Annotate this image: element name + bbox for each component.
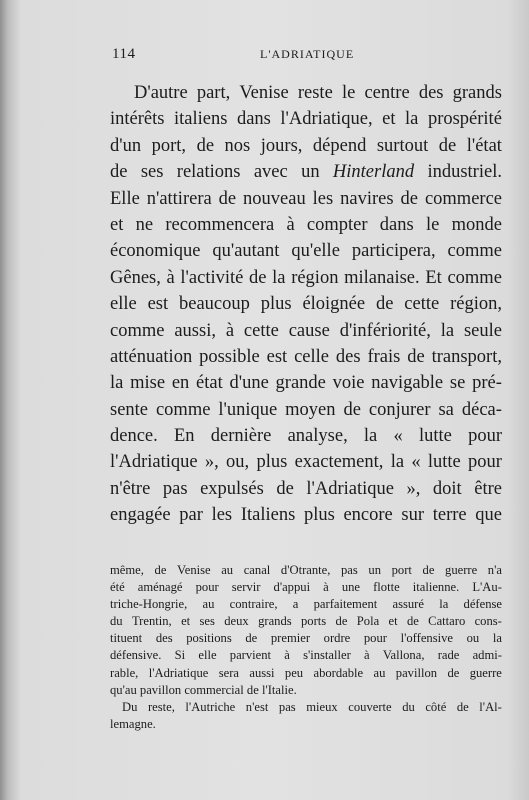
footnote-line: été aménagé pour servir d'appui à une flotte italienne. L'Au- (110, 580, 502, 595)
body-line: la mise en état d'une grande voie navigable se pré- (110, 373, 502, 394)
footnote-line: du Trentin, et ses deux grands ports de Pola et de Cattaro cons- (110, 614, 502, 629)
footnote-line: lemagne. (110, 716, 156, 731)
footnote (110, 562, 502, 733)
running-title: L'ADRIATIQUE (260, 47, 355, 61)
footnote-line: triche-Hongrie, au contraire, a parfaitement assuré la défense (110, 597, 502, 612)
body-line: intérêts italiens dans l'Adriatique, et la prospérité (110, 109, 502, 130)
body-line: de ses relations avec un Hinterland industriel. (110, 162, 502, 183)
body-line: dence. En dernière analyse, la « lutte pour (110, 426, 502, 447)
body-line: D'autre part, Venise reste le centre des grands (134, 83, 502, 103)
body-line: engagée par les Italiens plus encore sur terre que (110, 505, 502, 526)
page-number: 114 (112, 46, 136, 62)
body-line: Elle n'attirera de nouveau les navires de commerce (110, 188, 502, 209)
body-line: elle est beaucoup plus éloignée de cette région, (110, 294, 502, 315)
body-line: d'un port, de nos jours, dépend surtout de l'état (110, 135, 502, 156)
body-line: l'Adriatique », ou, plus exactement, la « lutte pour (110, 452, 502, 473)
body-line: atténuation possible est celle des frais de transport, (110, 346, 502, 367)
footnote-line: même, de Venise au canal d'Otrante, pas un port de guerre n'a (110, 563, 502, 577)
footnote-line: Du reste, l'Autriche n'est pas mieux couverte du côté de l'Al- (122, 699, 502, 714)
body-line: et ne recommencera à compter dans le monde (110, 214, 502, 235)
body-line: économique qu'autant qu'elle participera, comme (110, 241, 502, 262)
body-line: comme aussi, à cette cause d'infériorité, la seule (110, 320, 502, 341)
body-line: sente comme l'unique moyen de conjurer sa déca- (110, 399, 502, 420)
main-text (110, 80, 502, 529)
footnote-line: défensive. Si elle parvient à s'installer à Vallona, rade admi- (110, 648, 502, 663)
page-header (112, 46, 505, 64)
body-line: Gênes, à l'activité de la région milanaise. Et comme (110, 267, 502, 288)
footnote-line: qu'au pavillon commercial de l'Italie. (110, 682, 297, 697)
footnote-line: rable, l'Adriatique sera aussi peu abordable au pavillon de guerre (110, 665, 502, 680)
footnote-line: tituent des positions de premier ordre pour l'offensive ou la (110, 631, 502, 646)
body-line: n'être pas expulsés de l'Adriatique », doit être (110, 478, 502, 499)
